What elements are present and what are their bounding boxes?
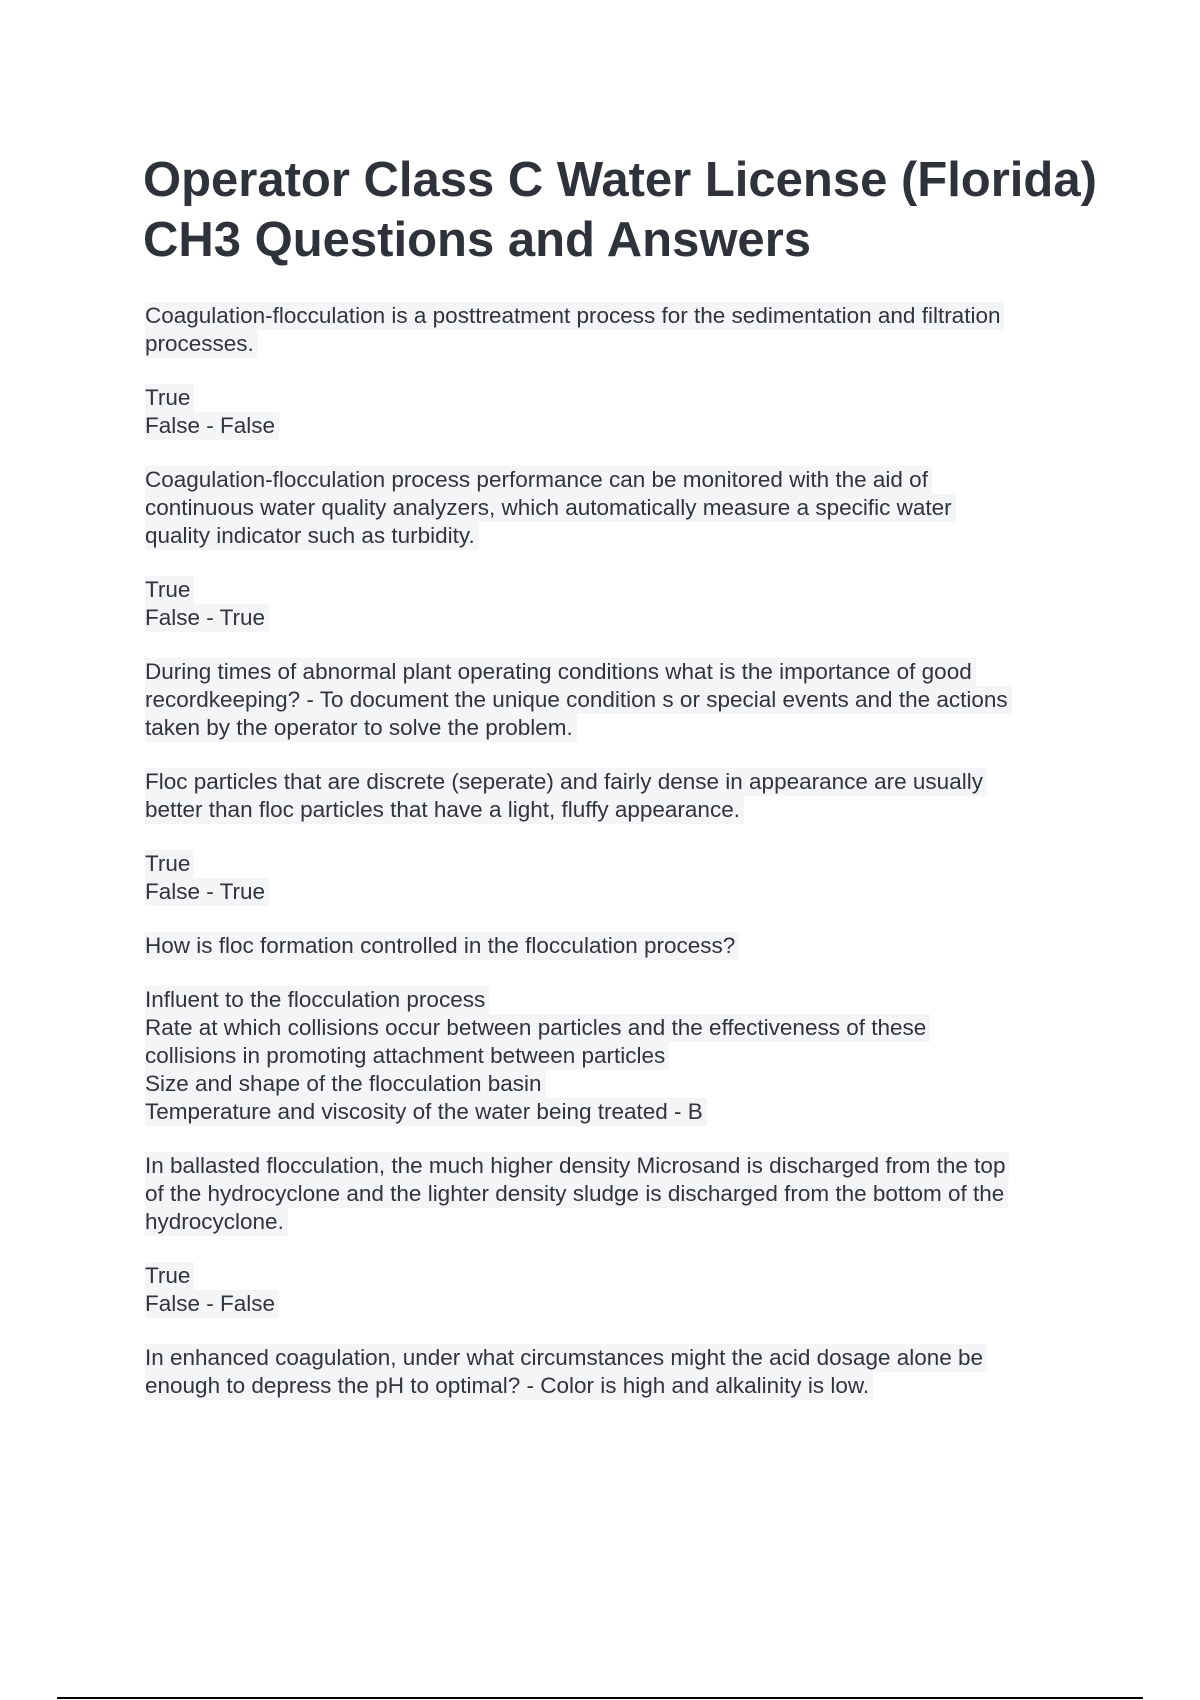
qa-line-text: True: [145, 850, 194, 878]
qa-line: [145, 522, 1085, 550]
qa-block: [145, 384, 1085, 440]
qa-line: [145, 796, 1085, 824]
qa-block: [145, 1152, 1085, 1236]
qa-line-text: During times of abnormal plant operating conditions what is the importance of good: [145, 658, 976, 686]
qa-line: [145, 850, 1085, 878]
qa-line-text: How is floc formation controlled in the flocculation process?: [145, 932, 739, 960]
qa-line-text: collisions in promoting attachment between particles: [145, 1042, 669, 1070]
qa-line-text: False - True: [145, 878, 269, 906]
qa-line-text: hydrocyclone.: [145, 1208, 288, 1236]
qa-block: [145, 850, 1085, 906]
qa-line-text: Influent to the flocculation process: [145, 986, 489, 1014]
qa-line: [145, 302, 1085, 330]
qa-line: [145, 604, 1085, 632]
qa-line-text: enough to depress the pH to optimal? - Color is high and alkalinity is low.: [145, 1372, 873, 1400]
page-title-line-2: CH3 Questions and Answers: [143, 213, 812, 267]
qa-line: [145, 1070, 1085, 1098]
qa-line-text: taken by the operator to solve the problem.: [145, 714, 577, 742]
qa-line: [145, 412, 1085, 440]
qa-block: [145, 576, 1085, 632]
qa-line-text: In ballasted flocculation, the much higher density Microsand is discharged from the top: [145, 1152, 1009, 1180]
qa-content: [145, 302, 1085, 1426]
qa-line: [145, 1372, 1085, 1400]
qa-line-text: recordkeeping? - To document the unique condition s or special events and the actions: [145, 686, 1012, 714]
qa-block: [145, 768, 1085, 824]
qa-line: [145, 576, 1085, 604]
qa-block: [145, 302, 1085, 358]
qa-line: [145, 384, 1085, 412]
qa-line: [145, 768, 1085, 796]
qa-line: [145, 986, 1085, 1014]
qa-line: [145, 932, 1085, 960]
qa-line-text: False - True: [145, 604, 269, 632]
qa-block: [145, 466, 1085, 550]
qa-line-text: True: [145, 576, 194, 604]
qa-line: [145, 658, 1085, 686]
qa-line-text: quality indicator such as turbidity.: [145, 522, 479, 550]
qa-line: [145, 1180, 1085, 1208]
qa-line: [145, 878, 1085, 906]
qa-line: [145, 1208, 1085, 1236]
qa-line: [145, 1344, 1085, 1372]
qa-line: [145, 1290, 1085, 1318]
qa-line: [145, 466, 1085, 494]
qa-line: [145, 494, 1085, 522]
qa-line-text: continuous water quality analyzers, which automatically measure a specific water: [145, 494, 956, 522]
qa-line-text: of the hydrocyclone and the lighter density sludge is discharged from the bottom of the: [145, 1180, 1008, 1208]
qa-block: [145, 658, 1085, 742]
page-title: [143, 150, 1183, 270]
qa-line-text: processes.: [145, 330, 258, 358]
qa-line: [145, 1152, 1085, 1180]
footer-divider: [57, 1697, 1143, 1699]
page-title-line-1: Operator Class C Water License (Florida): [143, 153, 1097, 207]
qa-line-text: Temperature and viscosity of the water being treated - B: [145, 1098, 707, 1126]
qa-line-text: Coagulation-flocculation is a posttreatment process for the sedimentation and filtration: [145, 302, 1004, 330]
qa-line: [145, 1042, 1085, 1070]
qa-line: [145, 1014, 1085, 1042]
qa-block: [145, 986, 1085, 1126]
qa-block: [145, 1344, 1085, 1400]
qa-line-text: True: [145, 384, 194, 412]
qa-line-text: False - False: [145, 1290, 279, 1318]
qa-line: [145, 714, 1085, 742]
qa-line: [145, 330, 1085, 358]
qa-block: [145, 932, 1085, 960]
qa-line-text: In enhanced coagulation, under what circumstances might the acid dosage alone be: [145, 1344, 987, 1372]
qa-line: [145, 686, 1085, 714]
qa-line-text: True: [145, 1262, 194, 1290]
qa-line-text: False - False: [145, 412, 279, 440]
qa-line-text: better than floc particles that have a light, fluffy appearance.: [145, 796, 744, 824]
qa-line-text: Coagulation-flocculation process performance can be monitored with the aid of: [145, 466, 932, 494]
qa-line-text: Size and shape of the flocculation basin: [145, 1070, 546, 1098]
qa-line: [145, 1262, 1085, 1290]
qa-block: [145, 1262, 1085, 1318]
qa-line: [145, 1098, 1085, 1126]
qa-line-text: Rate at which collisions occur between particles and the effectiveness of these: [145, 1014, 930, 1042]
qa-line-text: Floc particles that are discrete (seperate) and fairly dense in appearance are usually: [145, 768, 987, 796]
